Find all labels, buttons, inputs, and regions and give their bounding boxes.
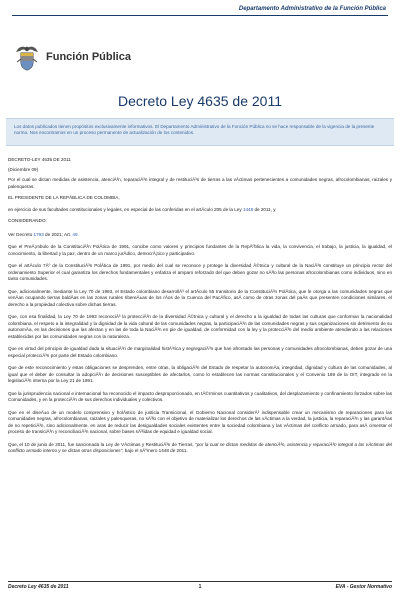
paragraph-1: Que el PreÃ¡mbulo de la ConstituciÃ³n PolÃtica de 1991, concibe como valores y principios fundantes de la RepÃºblica la vida, la convivencia, el trabajo, la justicia, la igualdad, el conocimiento, la libertad y la paz, dentro de un marco jurÃdico, democrÃ¡tico y participativo. — [8, 244, 392, 256]
brand-name: Función Pública — [46, 51, 131, 63]
powers-text: en ejercicio de sus facultades constitucionales y legales, en especial de las conferidas en el artÃculo 205 de la Ley — [8, 206, 243, 212]
paragraph-9-end: , bajo el nÃºmero 1448 de 2011. — [122, 448, 188, 453]
paragraph-3: Que, adicionalmente, mediante la Ley 70 de 1993, el Estado colombiano desarrollÃ³ el artÃculo 55 transitorio de la ConstituciÃ³n PolÃtica, que le otorga a las comunidades negras que venÃan ocupando tierras baldÃas en las zonas rurales ribereÃ±as de los rÃos de la Cuenca del PacÃfico, asÃ como de otras zonas del paÃs que presenten condiciones similares, el derecho a la propiedad colectiva sobre dichas tierras. — [8, 288, 392, 307]
paragraph-8: Que en el diseÃ±o de un modelo comprensivo y holÃstico de justicia Transicional, el Gobierno Nacional considerÃ³ indispensable crear un mecanismo de reparaciones para las comunidades negras, afrocolombianas, raizales y palenqueras, no sÃ³lo con el objetivo de materializar los derechos de las vÃctimas a la verdad, la justicia, la reparaciÃ³n y las garantÃas de no repeticiÃ³n, sino adicionalmente, en aras de reducir las desigualdades sociales existentes entre la sociedad colombiana y las vÃctimas del conflicto armado, para asÃ cimentar el proceso de transiciÃ³n y reconciliaciÃ³n nacional, sobre bases sÃ³lidas de equidad e igualdad social. — [8, 409, 392, 434]
footer-system-name: EVA - Gestor Normativo — [335, 584, 392, 590]
header-divider — [12, 15, 388, 16]
paragraph-9-quote: "por la cual se dictan medidas de atenciÃ³n, asistencia y reparaciÃ³n integral a las vÃctimas del conflicto armado interno y se dictan otras disposiciones" — [8, 441, 393, 453]
paragraph-2: Que el artÃculo 7Âº de la ConstituciÃ³n PolÃtica de 1991, por medio del cual se reconoce y protege la diversidad Ã©tnica y cultural de la NaciÃ³n constituye un principio rector del ordenamiento Superior el cual garantiza los derechos fundamentales y enfatiza el amparo reforzado del que deben gozar no sÃ³lo las personas afrocolombianas como individuos, sino en tanto comunidades. — [8, 263, 392, 281]
ley-1448-link[interactable]: 1448 — [242, 206, 254, 212]
powers-paragraph — [8, 207, 392, 214]
paragraph-7: Que la jurisprudencia nacional e internacional ha reconocido el impacto desproporcionado, en tÃ©rminos cuantitativos y cualitativos, del desplazamiento y confinamiento forzados sobre las Comunidades, y en la protecciÃ³n de sus derechos individuales y colectivos. — [8, 390, 392, 402]
see-middle: de 2021; Art. — [43, 231, 73, 237]
page-number: 1 — [198, 584, 202, 590]
brand-logo[interactable] — [14, 42, 131, 72]
decree-number: DECRETO-LEY 4635 DE 2011 — [8, 157, 71, 162]
decreto-1793-link[interactable]: 1793 — [33, 231, 44, 237]
paragraph-4: Que, con esa finalidad, la Ley 70 de 1993 reconociÃ³ la protecciÃ³n de la diversidad Ã©tnica y cultural y el derecho a la igualdad de todas las culturas que conforman la nacionalidad colombiana, el respeto a la integralidad y la dignidad de la vida cultural de las comunidades negras, la participaciÃ³n de las comunidades negras y sus organizaciones sin detrimento de su autonomÃa, en las decisiones que las afectan y en las de toda la NaciÃ³n en pie de igualdad, de conformidad con la ley y la protecciÃ³n del medio ambiente atendiendo a las relaciones establecidas por las comunidades negras con la naturaleza. — [8, 314, 392, 339]
document-title: Decreto Ley 4635 de 2011 — [118, 93, 282, 109]
colombia-coat-of-arms-icon — [14, 42, 40, 72]
article-49-link[interactable]: 49 — [72, 231, 78, 237]
decree-summary: Por el cual se dictan medidas de asistencia, atenciÃ³n, reparaciÃ³n integral y de restituciÃ³n de tierras a las vÃctimas pertenecientes a comunidades negras, afrocolombianas, raizales y palenqueras. — [8, 177, 392, 189]
paragraph-6: Que de este reconocimiento y estas obligaciones se desprenden, entre otras, la obligaciÃ³n del Estado de respetar la autonomÃa, integridad, dignidad y cultura de las comunidades, al igual que el deber de consultar la adopciÃ³n de decisiones susceptibles de afectarlos, como lo establecen las normas constitucionales y el Convenio 169 de la OIT, integrado en la legislaciÃ³n interna por la Ley 21 de 1991. — [8, 365, 392, 383]
disclaimer-notice: Los datos publicados tienen propósitos exclusivamente informativos. El Departamento Administrativo de la Función Pública no se hace responsable de la vigencia de la presente norma. Nos encontramos en un proceso permanente de actualización de los contenidos. — [6, 118, 394, 146]
footer-document-name: Decreto Ley 4635 de 2011 — [8, 584, 69, 590]
footer-divider — [8, 581, 392, 582]
paragraph-5: Que en virtud del principio de igualdad dada la situaciÃ³n de marginalidad histÃ³rica y segregaciÃ³n que han afrontado las personas y comunidades afrocolombianas, deben gozar de una especial protecciÃ³n por parte del Estado colombiano. — [8, 346, 392, 358]
department-header: Departamento Administrativo de la Función Pública — [238, 6, 386, 12]
document-body — [8, 157, 392, 455]
decree-date: (Diciembre 09) — [8, 166, 39, 172]
president-heading: EL PRESIDENTE DE LA REPÃBLICA DE COLOMBIA, — [8, 195, 120, 200]
see-suffix: . — [77, 231, 79, 237]
see-also-line — [8, 232, 392, 239]
powers-text-end: de 2011, y — [253, 206, 276, 212]
considering-heading: CONSIDERANDO: — [8, 218, 47, 223]
see-prefix: Ver Decreto — [8, 231, 34, 237]
paragraph-9-start: Que, el 10 de junio de 2011, fue sancionada la Ley de VÃctimas y RestituciÃ³n de Tierras, — [8, 441, 196, 447]
paragraph-9 — [8, 442, 392, 455]
